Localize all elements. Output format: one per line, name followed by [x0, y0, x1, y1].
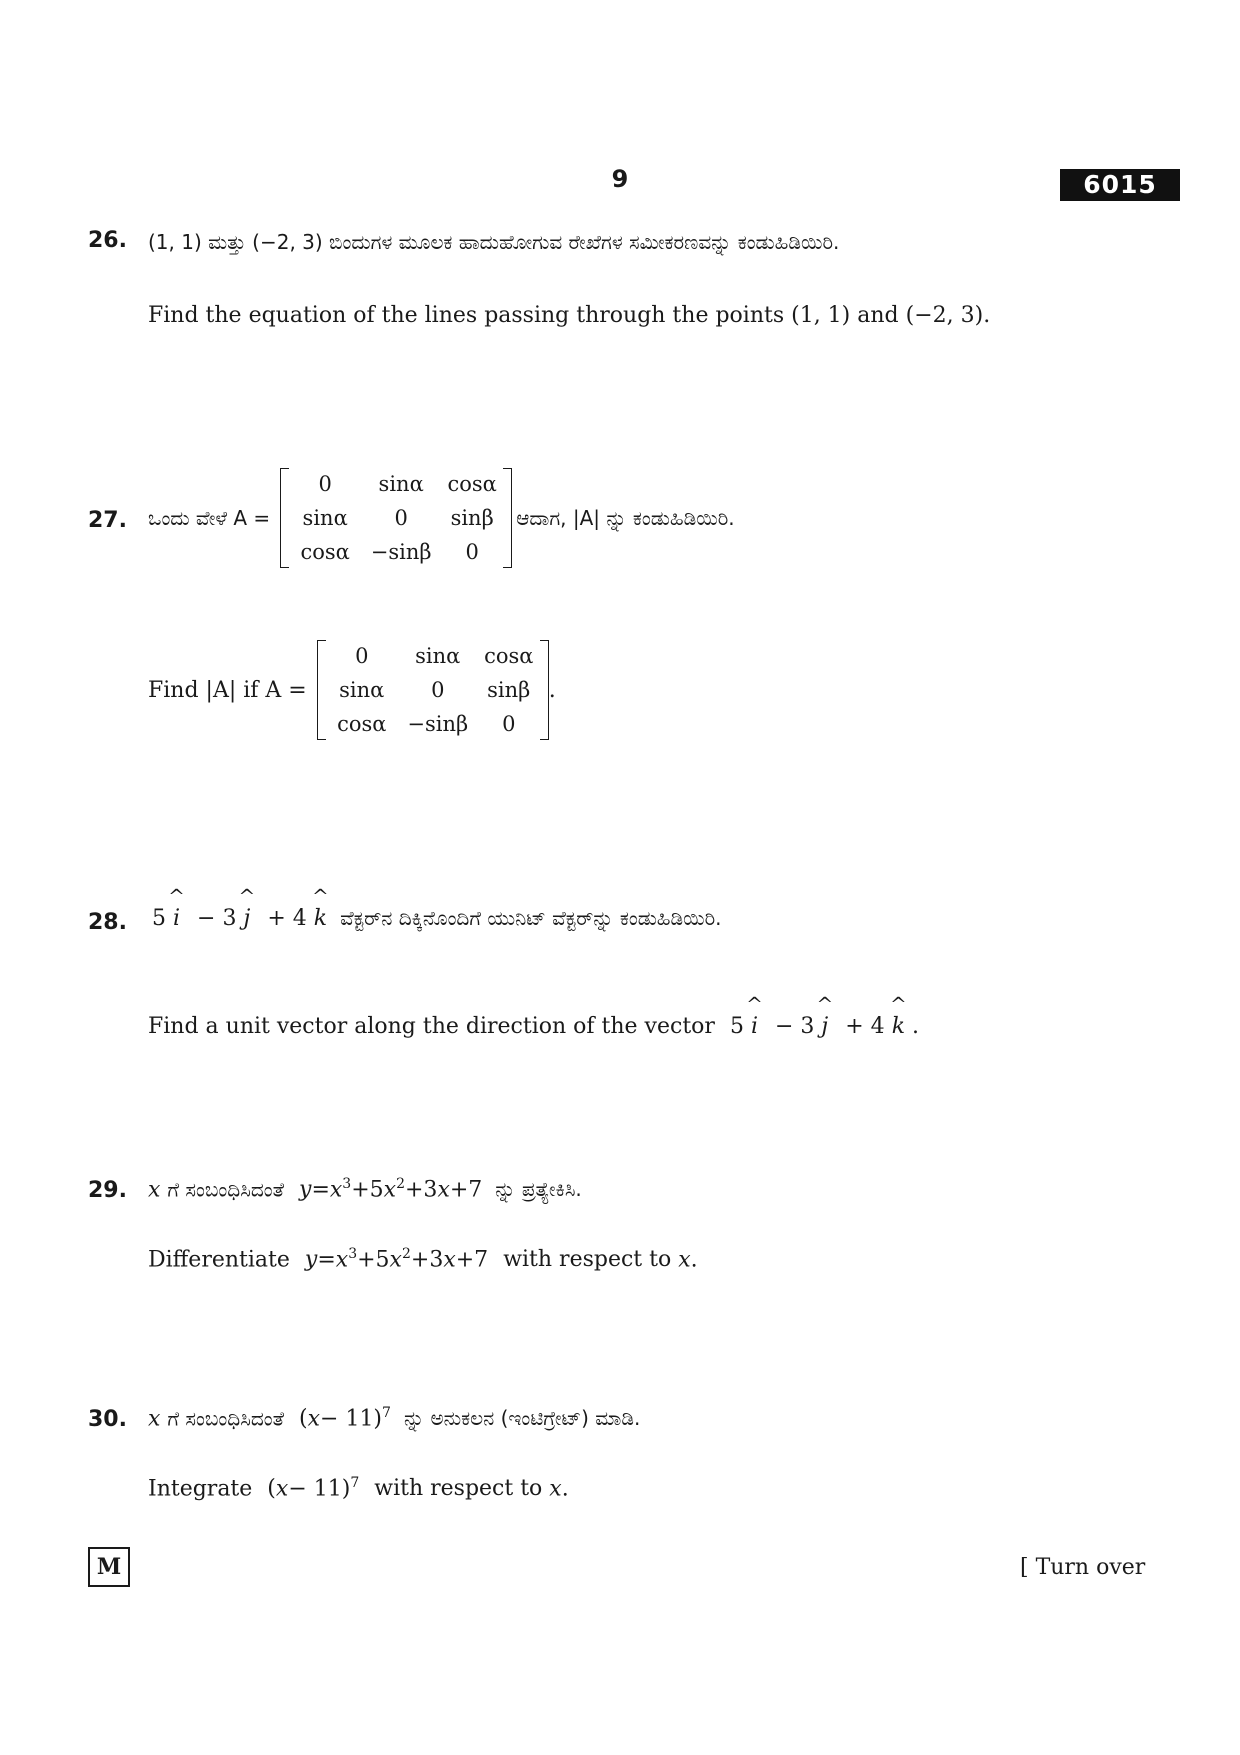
q28-english — [148, 1014, 919, 1039]
q27-en-end: . — [548, 677, 556, 703]
q29-kn-mid: ಗೆ ಸಂಬಂಧಿಸಿದಂತೆ — [167, 1177, 284, 1202]
matrix-cell: sinα — [415, 644, 461, 668]
q27-english — [148, 640, 556, 740]
q29-english — [148, 1246, 698, 1272]
matrix-cell: cosα — [447, 472, 497, 496]
matrix-cell: 0 — [318, 472, 332, 496]
vector-op: + 4 — [267, 906, 307, 931]
q29-en-prefix: Differentiate — [148, 1247, 290, 1273]
q30-kn-mid: ಗೆ ಸಂಬಂಧಿಸಿದಂತೆ — [167, 1406, 284, 1431]
matrix-cell: 0 — [465, 540, 479, 564]
var-y: y — [299, 1177, 312, 1203]
question-number: 26. — [88, 228, 127, 253]
matrix-cell: 0 — [394, 506, 408, 530]
equals: = — [317, 1247, 336, 1273]
q27-en-prefix: Find |A| if A = — [148, 677, 307, 703]
term: − 11) — [288, 1476, 351, 1502]
var-x: x — [148, 1406, 161, 1432]
matrix-cell: sinα — [339, 678, 385, 702]
q28-en-prefix: Find a unit vector along the direction of the vector — [148, 1014, 715, 1039]
exponent: 2 — [401, 1246, 411, 1262]
q30-kn-suffix: ನ್ನು ಅನುಕಲನ (ಇಂಟಿಗ್ರೇಟ್) ಮಾಡಿ. — [403, 1406, 641, 1431]
q26-english: Find the equation of the lines passing through the points (1, 1) and (−2, 3). — [148, 303, 991, 328]
var-x: x — [329, 1177, 343, 1203]
matrix-cell: sinβ — [450, 506, 494, 530]
vector-op: − 3 — [774, 1014, 815, 1039]
paper-code: 6015 — [1060, 169, 1180, 201]
unit-vector-i: ^ i — [751, 1014, 758, 1039]
var-y: y — [304, 1247, 318, 1273]
unit-vector-k: ^ k — [892, 1014, 905, 1039]
var-x: x — [148, 1177, 161, 1203]
unit-vector-k: ^ k — [314, 906, 327, 931]
q27-kannada — [148, 468, 735, 568]
turn-over-label: [ Turn over — [1020, 1555, 1146, 1580]
q30-en-suffix: with respect to — [374, 1476, 543, 1502]
term: +7 — [455, 1247, 489, 1273]
paren-open: ( — [267, 1476, 276, 1502]
matrix-cell: sinα — [378, 472, 424, 496]
matrix-cell: cosα — [337, 712, 387, 736]
q30-en-prefix: Integrate — [148, 1476, 253, 1502]
q29-kannada — [148, 1176, 582, 1202]
q30-kannada — [148, 1405, 640, 1431]
question-number: 29. — [88, 1178, 127, 1203]
matrix — [317, 640, 549, 740]
matrix — [280, 468, 512, 568]
term: +3 — [410, 1247, 444, 1273]
var-x: x — [443, 1247, 456, 1273]
equals: = — [311, 1177, 330, 1203]
page-number: 9 — [611, 165, 629, 193]
unit-vector-i: ^ i — [173, 906, 180, 931]
term: +5 — [351, 1177, 384, 1203]
unit-vector-j: ^ j — [821, 1014, 828, 1039]
q27-kn-prefix: ಒಂದು ವೇಳೆ A = — [148, 506, 271, 530]
vector-op: − 3 — [197, 906, 237, 931]
paren-open: ( — [299, 1406, 308, 1432]
matrix-cell: 0 — [355, 644, 369, 668]
matrix-cell: cosα — [300, 540, 350, 564]
q28-en-end: . — [912, 1014, 920, 1039]
matrix-left-bracket — [317, 640, 326, 740]
q29-kn-suffix: ನ್ನು ಪ್ರತ್ಯೇಕಿಸಿ. — [495, 1177, 582, 1202]
q28-kannada — [152, 906, 722, 931]
exponent: 7 — [382, 1405, 391, 1421]
question-number: 30. — [88, 1407, 127, 1432]
var-x: x — [335, 1247, 349, 1273]
matrix-cell: cosα — [484, 644, 534, 668]
var-x: x — [437, 1177, 450, 1203]
q29-en-suffix: with respect to — [503, 1247, 672, 1273]
term: +5 — [357, 1247, 390, 1273]
var-x: x — [307, 1406, 321, 1432]
matrix-left-bracket — [280, 468, 289, 568]
question-number: 28. — [88, 910, 127, 935]
exponent: 3 — [342, 1176, 352, 1192]
matrix-cell: sinβ — [487, 678, 531, 702]
q26-kannada: (1, 1) ಮತ್ತು (−2, 3) ಬಿಂದುಗಳ ಮೂಲಕ ಹಾದುಹೋಗುವ ರೇಖೆಗಳ ಸಮೀಕರಣವನ್ನು ಕಂಡುಹಿಡಿಯಿರಿ. — [148, 230, 840, 254]
exponent: 7 — [350, 1475, 360, 1491]
term: +7 — [449, 1177, 483, 1203]
q29-en-end: . — [690, 1247, 698, 1273]
q28-kn-suffix: ವೆಕ್ಟರ್‌ನ ದಿಕ್ಕಿನೊಂದಿಗೆ ಯುನಿಟ್ ವೆಕ್ಟರ್‌ನ್ನು ಕಂಡುಹಿಡಿಯಿರಿ. — [340, 906, 722, 930]
exponent: 3 — [348, 1246, 358, 1262]
term: +3 — [405, 1177, 438, 1203]
unit-vector-j: ^ j — [243, 906, 250, 931]
var-x: x — [275, 1476, 289, 1502]
var-x: x — [383, 1177, 397, 1203]
term: − 11) — [320, 1406, 383, 1432]
exponent: 2 — [396, 1176, 405, 1192]
matrix-right-bracket — [503, 468, 512, 568]
var-x: x — [389, 1247, 402, 1273]
var-x: x — [549, 1476, 562, 1502]
matrix-cell: sinα — [302, 506, 348, 530]
q30-english — [148, 1475, 569, 1501]
matrix-cell: 0 — [431, 678, 445, 702]
matrix-right-bracket — [540, 640, 549, 740]
var-x: x — [678, 1247, 691, 1273]
q30-en-end: . — [561, 1476, 569, 1502]
vector-coef: 5 — [729, 1014, 744, 1039]
matrix-grid — [289, 468, 503, 568]
q27-kn-suffix: ಆದಾಗ, |A| ನ್ನು ಕಂಡುಹಿಡಿಯಿರಿ. — [516, 506, 735, 530]
matrix-cell: −sinβ — [407, 712, 469, 736]
vector-coef: 5 — [152, 906, 166, 931]
matrix-grid — [326, 640, 540, 740]
matrix-cell: 0 — [502, 712, 516, 736]
question-number: 27. — [88, 508, 127, 533]
vector-op: + 4 — [845, 1014, 885, 1039]
matrix-cell: −sinβ — [370, 540, 432, 564]
medium-badge: M — [88, 1547, 130, 1587]
